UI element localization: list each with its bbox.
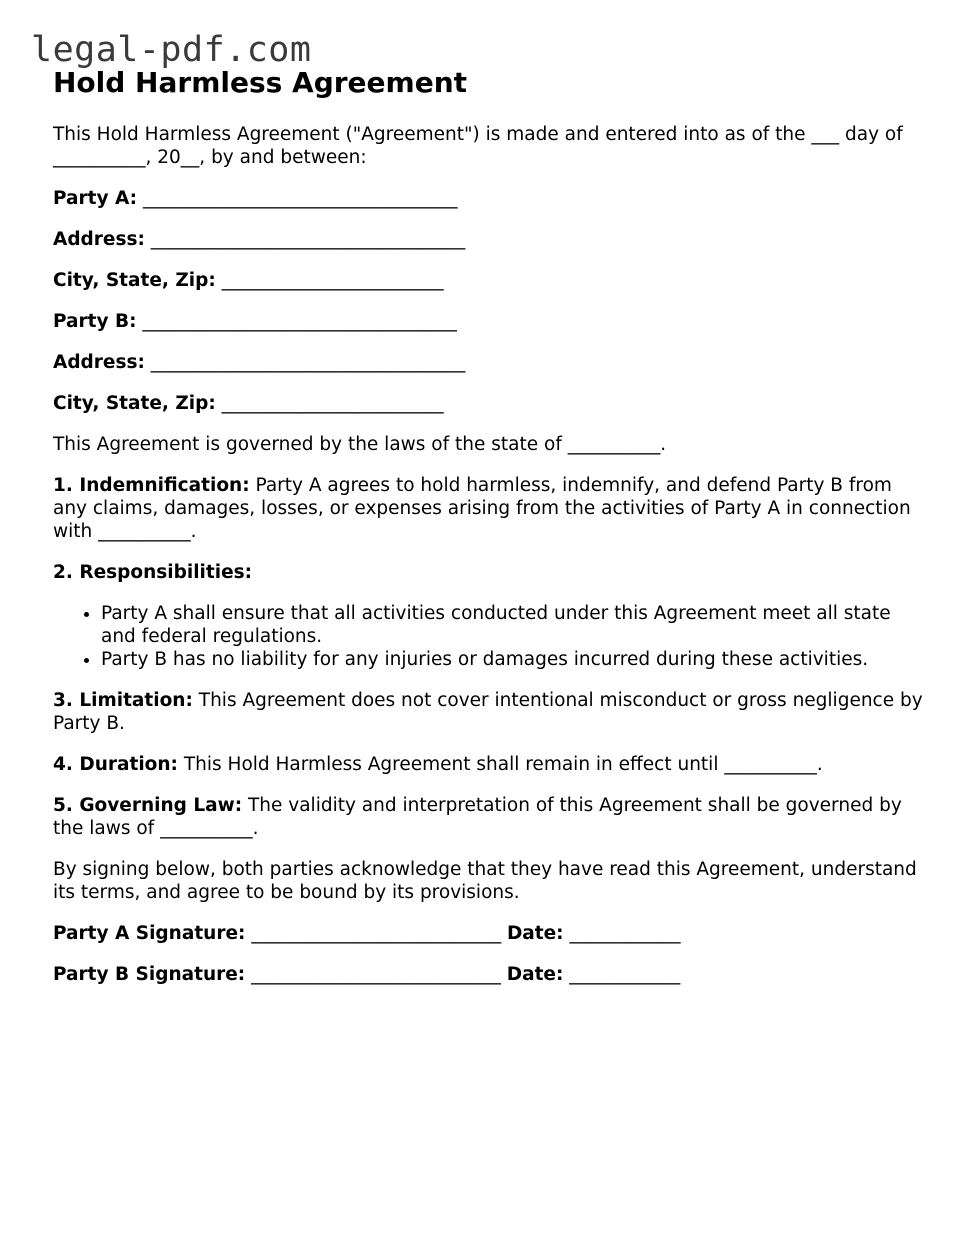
document-body	[53, 66, 923, 986]
field-blank: ________________________	[221, 393, 444, 414]
section-limitation	[53, 689, 923, 735]
list-item: • Party A shall ensure that all activities conducted under this Agreement meet all state and federal regulations.	[101, 602, 923, 648]
section-text: The validity and interpretation of this Agreement shall be governed by the laws of __________.	[53, 795, 902, 839]
list-item: • Party B has no liability for any injuries or damages incurred during these activities.	[101, 648, 923, 671]
field-party-b-city	[53, 392, 923, 415]
field-label: City, State, Zip:	[53, 393, 216, 414]
section-heading: 1. Indemnification:	[53, 475, 250, 496]
section-governing-law	[53, 794, 923, 840]
field-party-a-address	[53, 228, 923, 251]
section-indemnification	[53, 474, 923, 543]
field-blank: __________________________________	[150, 229, 466, 250]
date-label: Date:	[506, 923, 564, 944]
intro-paragraph: This Hold Harmless Agreement ("Agreement") is made and entered into as of the ___ day of __________, 20__, by and between:	[53, 124, 903, 168]
field-blank: __________________________________	[142, 188, 458, 209]
field-label: Address:	[53, 229, 145, 250]
field-party-b-address	[53, 351, 923, 374]
field-party-a	[53, 187, 923, 210]
date-label: Date:	[506, 964, 564, 985]
field-label: Address:	[53, 352, 145, 373]
document-title: Hold Harmless Agreement	[53, 66, 468, 99]
field-label: Party A:	[53, 188, 138, 209]
signature-line-party-b	[53, 963, 923, 986]
field-label: Party B:	[53, 311, 137, 332]
section-duration	[53, 753, 923, 776]
field-label: City, State, Zip:	[53, 270, 216, 291]
signature-blank: ___________________________	[251, 964, 501, 985]
signature-line-party-a	[53, 922, 923, 945]
section-text: This Agreement does not cover intentional misconduct or gross negligence by Party B.	[53, 690, 923, 734]
date-blank: ____________	[569, 964, 681, 985]
section-heading: 4. Duration:	[53, 754, 178, 775]
section-heading: 2. Responsibilities:	[53, 562, 253, 583]
watermark-logo: legal-pdf.com	[31, 30, 312, 70]
signature-label: Party B Signature:	[53, 964, 246, 985]
signature-blank: ___________________________	[251, 923, 502, 944]
field-party-a-city	[53, 269, 923, 292]
field-blank: __________________________________	[150, 352, 466, 373]
section-heading: 5. Governing Law:	[53, 795, 243, 816]
section-responsibilities	[53, 561, 923, 584]
responsibilities-list	[53, 602, 923, 671]
field-party-b	[53, 310, 923, 333]
field-blank: __________________________________	[142, 311, 457, 332]
section-text: Party A agrees to hold harmless, indemnify, and defend Party B from any claims, damages, losses, or expenses arising from the activities of Party A in connection with __________.	[53, 475, 911, 542]
section-text: This Hold Harmless Agreement shall remain in effect until __________.	[183, 754, 823, 775]
closing-paragraph: By signing below, both parties acknowledge that they have read this Agreement, understand its terms, and agree to be bound by its provisions.	[53, 859, 917, 903]
field-blank: ________________________	[221, 270, 444, 291]
signature-label: Party A Signature:	[53, 923, 246, 944]
section-heading: 3. Limitation:	[53, 690, 193, 711]
governing-statement: This Agreement is governed by the laws of the state of __________.	[53, 434, 667, 455]
date-blank: ____________	[569, 923, 681, 944]
